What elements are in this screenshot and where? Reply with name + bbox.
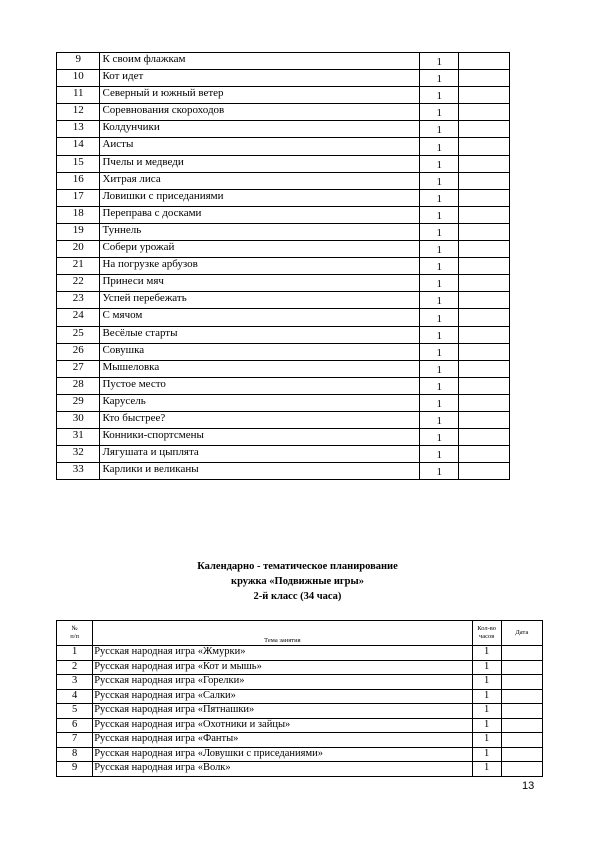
row-number: 26 [57, 343, 100, 360]
row-number: 9 [57, 762, 93, 777]
row-date [501, 660, 542, 675]
row-hours: 1 [419, 87, 458, 104]
row-hours: 1 [472, 660, 501, 675]
page-number: 13 [522, 780, 535, 792]
row-date [501, 689, 542, 704]
row-date [459, 104, 510, 121]
row-date [501, 762, 542, 777]
row-date [501, 733, 542, 748]
table-row [57, 446, 510, 463]
row-number: 16 [57, 172, 100, 189]
row-date [459, 155, 510, 172]
table-row [57, 189, 510, 206]
row-date [459, 121, 510, 138]
row-date [459, 463, 510, 480]
row-number: 29 [57, 394, 100, 411]
row-topic: Переправа с досками [100, 206, 420, 223]
row-number: 23 [57, 292, 100, 309]
table-row [57, 206, 510, 223]
table-header-row [57, 621, 543, 646]
row-topic: Хитрая лиса [100, 172, 420, 189]
games-table-continued [56, 52, 510, 480]
row-topic: Кто быстрее? [100, 411, 420, 428]
row-number: 25 [57, 326, 100, 343]
plan-title: Календарно - тематическое планирование [197, 561, 398, 572]
row-number: 6 [57, 718, 93, 733]
header-topic: Тема занятия [93, 621, 472, 646]
row-number: 8 [57, 747, 93, 762]
row-hours: 1 [472, 675, 501, 690]
row-hours: 1 [419, 360, 458, 377]
row-date [459, 241, 510, 258]
row-topic: Карусель [100, 394, 420, 411]
row-number: 2 [57, 660, 93, 675]
row-topic: На погрузке арбузов [100, 258, 420, 275]
row-date [459, 343, 510, 360]
row-date [459, 326, 510, 343]
table-row [57, 87, 510, 104]
row-date [459, 360, 510, 377]
row-hours: 1 [419, 155, 458, 172]
row-number: 14 [57, 138, 100, 155]
row-topic: Кот идет [100, 70, 420, 87]
table-row [57, 343, 510, 360]
row-topic: Русская народная игра «Пятнашки» [93, 704, 472, 719]
header-hours-line1: Кол-во [477, 625, 497, 632]
row-hours: 1 [472, 646, 501, 661]
table-row [57, 747, 543, 762]
table-row [57, 646, 543, 661]
row-topic: Соревнования скороходов [100, 104, 420, 121]
row-date [459, 429, 510, 446]
row-hours: 1 [419, 463, 458, 480]
row-number: 4 [57, 689, 93, 704]
row-number: 18 [57, 206, 100, 223]
table-row [57, 429, 510, 446]
row-topic: Принеси мяч [100, 275, 420, 292]
table-row [57, 394, 510, 411]
table-row [57, 172, 510, 189]
row-hours: 1 [419, 189, 458, 206]
row-date [501, 747, 542, 762]
table-row [57, 689, 543, 704]
row-number: 12 [57, 104, 100, 121]
row-number: 28 [57, 377, 100, 394]
table-row [57, 733, 543, 748]
row-date [501, 704, 542, 719]
row-number: 21 [57, 258, 100, 275]
row-number: 32 [57, 446, 100, 463]
table-row [57, 258, 510, 275]
row-number: 1 [57, 646, 93, 661]
row-date [459, 223, 510, 240]
table-row [57, 762, 543, 777]
row-number: 3 [57, 675, 93, 690]
table-row [57, 275, 510, 292]
row-topic: Конники-спортсмены [100, 429, 420, 446]
row-hours: 1 [419, 172, 458, 189]
row-number: 19 [57, 223, 100, 240]
row-topic: Русская народная игра «Ловушки с приседаниями» [93, 747, 472, 762]
row-number: 17 [57, 189, 100, 206]
row-hours: 1 [419, 411, 458, 428]
row-date [459, 309, 510, 326]
row-topic: Лягушата и цыплята [100, 446, 420, 463]
row-number: 11 [57, 87, 100, 104]
table-row [57, 309, 510, 326]
plan-class-info: 2-й класс (34 часа) [253, 591, 342, 602]
row-hours: 1 [472, 733, 501, 748]
table-row [57, 121, 510, 138]
table-row [57, 411, 510, 428]
row-topic: Успей перебежать [100, 292, 420, 309]
row-topic: Ловишки с приседаниями [100, 189, 420, 206]
table-row [57, 704, 543, 719]
row-hours: 1 [472, 689, 501, 704]
row-topic: Совушка [100, 343, 420, 360]
header-date: Дата [501, 621, 542, 646]
row-topic: Русская народная игра «Волк» [93, 762, 472, 777]
row-topic: К своим флажкам [100, 53, 420, 70]
table-row [57, 104, 510, 121]
row-number: 24 [57, 309, 100, 326]
row-date [459, 189, 510, 206]
row-hours: 1 [419, 138, 458, 155]
row-topic: Туннель [100, 223, 420, 240]
row-topic: Русская народная игра «Салки» [93, 689, 472, 704]
row-date [459, 446, 510, 463]
row-date [459, 53, 510, 70]
table-row [57, 326, 510, 343]
row-number: 5 [57, 704, 93, 719]
row-hours: 1 [419, 309, 458, 326]
row-hours: 1 [419, 223, 458, 240]
row-number: 13 [57, 121, 100, 138]
table-row [57, 377, 510, 394]
row-hours: 1 [419, 429, 458, 446]
header-hours [472, 621, 501, 646]
row-date [501, 646, 542, 661]
row-topic: Северный и южный ветер [100, 87, 420, 104]
table-row [57, 70, 510, 87]
table-row [57, 223, 510, 240]
row-topic: Пчелы и медведи [100, 155, 420, 172]
row-number: 27 [57, 360, 100, 377]
row-hours: 1 [472, 762, 501, 777]
row-topic: Аисты [100, 138, 420, 155]
row-number: 15 [57, 155, 100, 172]
row-hours: 1 [419, 70, 458, 87]
row-date [459, 411, 510, 428]
row-topic: Карлики и великаны [100, 463, 420, 480]
row-topic: Русская народная игра «Охотники и зайцы» [93, 718, 472, 733]
row-hours: 1 [419, 377, 458, 394]
row-hours: 1 [472, 718, 501, 733]
table-row [57, 463, 510, 480]
row-hours: 1 [472, 704, 501, 719]
row-number: 9 [57, 53, 100, 70]
row-topic: Мышеловка [100, 360, 420, 377]
header-hours-line2: часов [478, 633, 495, 640]
row-hours: 1 [419, 326, 458, 343]
table-row [57, 138, 510, 155]
row-date [459, 258, 510, 275]
table-row [57, 53, 510, 70]
row-topic: Пустое место [100, 377, 420, 394]
row-hours: 1 [419, 292, 458, 309]
table-row [57, 292, 510, 309]
header-num-line2: п/п [70, 633, 79, 640]
header-num [57, 621, 93, 646]
row-topic: Колдунчики [100, 121, 420, 138]
row-date [459, 138, 510, 155]
row-hours: 1 [419, 275, 458, 292]
row-number: 31 [57, 429, 100, 446]
row-date [459, 87, 510, 104]
table-row [57, 675, 543, 690]
row-topic: Русская народная игра «Горелки» [93, 675, 472, 690]
row-date [459, 292, 510, 309]
table-row [57, 660, 543, 675]
row-topic: Весёлые старты [100, 326, 420, 343]
row-hours: 1 [419, 53, 458, 70]
row-hours: 1 [419, 206, 458, 223]
row-hours: 1 [472, 747, 501, 762]
row-topic: Русская народная игра «Фанты» [93, 733, 472, 748]
row-number: 10 [57, 70, 100, 87]
row-hours: 1 [419, 258, 458, 275]
table-row [57, 718, 543, 733]
row-hours: 1 [419, 343, 458, 360]
row-topic: С мячом [100, 309, 420, 326]
row-hours: 1 [419, 394, 458, 411]
header-num-line1: № [71, 625, 78, 632]
row-topic: Собери урожай [100, 241, 420, 258]
row-hours: 1 [419, 121, 458, 138]
calendar-plan-table [56, 620, 543, 777]
row-date [459, 394, 510, 411]
row-date [459, 206, 510, 223]
row-date [459, 172, 510, 189]
row-number: 20 [57, 241, 100, 258]
row-date [501, 718, 542, 733]
row-topic: Русская народная игра «Жмурки» [93, 646, 472, 661]
row-date [501, 675, 542, 690]
row-date [459, 275, 510, 292]
plan-subtitle: кружка «Подвижные игры» [231, 576, 364, 587]
row-number: 33 [57, 463, 100, 480]
row-topic: Русская народная игра «Кот и мышь» [93, 660, 472, 675]
row-number: 30 [57, 411, 100, 428]
row-date [459, 377, 510, 394]
row-date [459, 70, 510, 87]
row-number: 7 [57, 733, 93, 748]
table-row [57, 241, 510, 258]
row-number: 22 [57, 275, 100, 292]
table-row [57, 360, 510, 377]
row-hours: 1 [419, 241, 458, 258]
row-hours: 1 [419, 104, 458, 121]
table-row [57, 155, 510, 172]
row-hours: 1 [419, 446, 458, 463]
